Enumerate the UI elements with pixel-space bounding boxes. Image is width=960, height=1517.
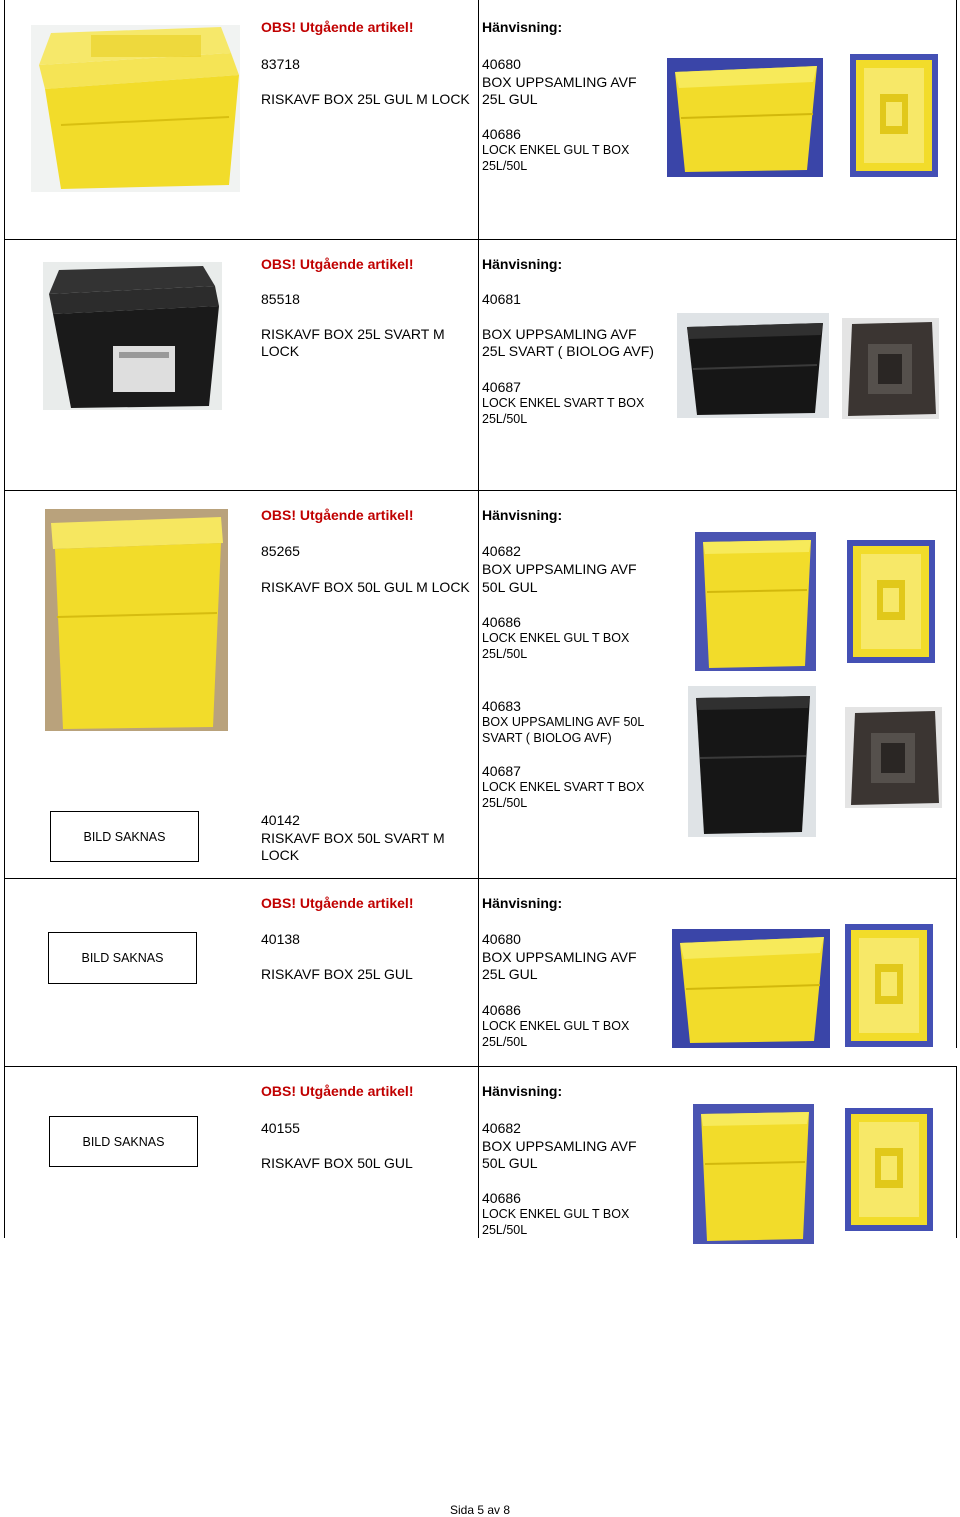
obs-warning: OBS! Utgående artikel! <box>261 19 414 35</box>
product-photo-yellow-box <box>667 58 823 177</box>
frame-left-border <box>4 0 5 1238</box>
product-photo-yellow-box-50l <box>695 532 816 671</box>
product-photo-black-lid <box>845 707 942 808</box>
ref-number: 40680 <box>482 56 521 72</box>
row-divider-2 <box>4 490 957 491</box>
obs-warning: OBS! Utgående artikel! <box>261 507 414 523</box>
ref-name: 25L GUL <box>482 966 538 982</box>
ref-name: 25L/50L <box>482 647 528 661</box>
article-name: RISKAVF BOX 25L GUL M LOCK <box>261 91 470 107</box>
ref-name: 25L/50L <box>482 159 528 173</box>
product-photo-yellow-lid <box>845 924 933 1047</box>
article-name: RISKAVF BOX 50L GUL M LOCK <box>261 579 470 595</box>
row-divider-1 <box>4 239 957 240</box>
article-number: 40138 <box>261 931 300 947</box>
reference-heading: Hänvisning: <box>482 19 563 35</box>
row-divider-4 <box>4 1066 957 1067</box>
obs-warning: OBS! Utgående artikel! <box>261 256 414 272</box>
ref-name: BOX UPPSAMLING AVF <box>482 949 637 965</box>
product-photo-yellow-box <box>672 929 830 1048</box>
obs-warning: OBS! Utgående artikel! <box>261 1083 414 1099</box>
article-number: 85518 <box>261 291 300 307</box>
product-photo-yellow-box-50l <box>693 1104 814 1244</box>
product-photo-yellow-box-with-lid <box>31 25 240 192</box>
page-number: Sida 5 av 8 <box>449 1503 511 1517</box>
ref-name: SVART ( BIOLOG AVF) <box>482 731 612 745</box>
article-name: RISKAVF BOX 50L GUL <box>261 1155 413 1171</box>
ref-number: 40681 <box>482 291 521 307</box>
ref-name: 50L GUL <box>482 1155 538 1171</box>
ref-name: BOX UPPSAMLING AVF <box>482 74 637 90</box>
ref-name: 25L GUL <box>482 91 538 107</box>
missing-image-placeholder: BILD SAKNAS <box>48 932 197 984</box>
ref-name: BOX UPPSAMLING AVF <box>482 1138 637 1154</box>
ref-name: 25L SVART ( BIOLOG AVF) <box>482 343 654 359</box>
ref-name: BOX UPPSAMLING AVF <box>482 561 637 577</box>
product-photo-yellow-lid <box>850 54 938 177</box>
reference-heading: Hänvisning: <box>482 895 563 911</box>
column-divider <box>478 0 479 1238</box>
article-number: 40142 <box>261 812 300 828</box>
product-photo-black-lid <box>842 318 939 419</box>
product-photo-black-box-with-lid <box>43 262 222 410</box>
ref-number: 40686 <box>482 1002 521 1018</box>
missing-image-placeholder: BILD SAKNAS <box>50 811 199 862</box>
article-name: RISKAVF BOX 50L SVART M <box>261 830 445 846</box>
ref-name: 25L/50L <box>482 796 528 810</box>
product-photo-yellow-lid <box>847 540 935 663</box>
product-photo-yellow-box-50l-with-lid <box>45 509 228 731</box>
frame-right-border-lower <box>956 1066 957 1238</box>
product-photo-yellow-lid <box>845 1108 933 1231</box>
reference-heading: Hänvisning: <box>482 507 563 523</box>
ref-number: 40686 <box>482 126 521 142</box>
row-divider-3 <box>4 878 957 879</box>
article-number: 85265 <box>261 543 300 559</box>
ref-name: 25L/50L <box>482 412 528 426</box>
ref-name: LOCK ENKEL SVART T BOX <box>482 780 645 794</box>
ref-number: 40682 <box>482 543 521 559</box>
article-name: RISKAVF BOX 25L SVART M <box>261 326 445 342</box>
ref-name: 25L/50L <box>482 1035 528 1049</box>
ref-number: 40682 <box>482 1120 521 1136</box>
ref-number: 40686 <box>482 1190 521 1206</box>
ref-number: 40680 <box>482 931 521 947</box>
frame-right-border <box>956 0 957 1048</box>
ref-number: 40683 <box>482 698 521 714</box>
article-name: LOCK <box>261 847 300 863</box>
product-photo-black-box <box>677 313 829 418</box>
ref-name: BOX UPPSAMLING AVF 50L <box>482 715 645 729</box>
ref-name: LOCK ENKEL GUL T BOX <box>482 143 630 157</box>
ref-name: LOCK ENKEL GUL T BOX <box>482 631 630 645</box>
ref-number: 40686 <box>482 614 521 630</box>
article-number: 83718 <box>261 56 300 72</box>
ref-number: 40687 <box>482 763 521 779</box>
ref-name: LOCK ENKEL SVART T BOX <box>482 396 645 410</box>
article-name: RISKAVF BOX 25L GUL <box>261 966 413 982</box>
product-photo-black-box-50l <box>688 686 816 837</box>
ref-name: BOX UPPSAMLING AVF <box>482 326 637 342</box>
reference-heading: Hänvisning: <box>482 1083 563 1099</box>
ref-name: 25L/50L <box>482 1223 528 1237</box>
article-number: 40155 <box>261 1120 300 1136</box>
missing-image-placeholder: BILD SAKNAS <box>49 1116 198 1167</box>
article-name: LOCK <box>261 343 300 359</box>
reference-heading: Hänvisning: <box>482 256 563 272</box>
ref-name: 50L GUL <box>482 579 538 595</box>
ref-name: LOCK ENKEL GUL T BOX <box>482 1019 630 1033</box>
ref-name: LOCK ENKEL GUL T BOX <box>482 1207 630 1221</box>
ref-number: 40687 <box>482 379 521 395</box>
obs-warning: OBS! Utgående artikel! <box>261 895 414 911</box>
